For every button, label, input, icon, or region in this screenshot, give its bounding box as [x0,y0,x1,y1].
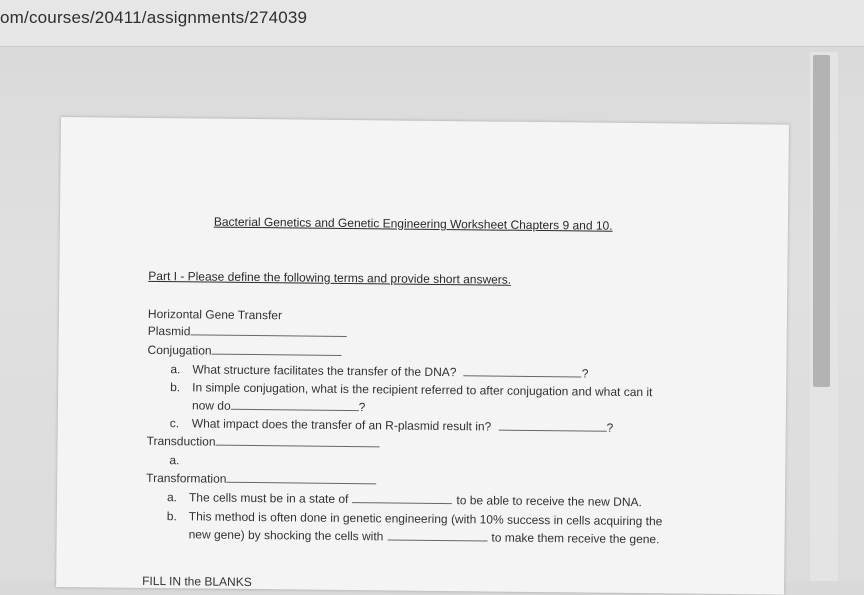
plasmid-blank[interactable] [190,324,346,337]
conjugation-question-c [170,416,614,435]
answer-blank[interactable] [499,420,607,432]
question-text: In simple conjugation, what is the recipient referred to after conjugation and what can it [192,380,653,400]
transduction-question-a [169,453,191,467]
question-text: The cells must be in a state of [188,490,349,507]
worksheet-title: Bacterial Genetics and Genetic Engineering Worksheet Chapters 9 and 10. [213,214,613,233]
conjugation-question-a [170,362,588,380]
term-conjugation-row [147,343,341,359]
conjugation-question-b-cont [192,398,366,414]
answer-blank[interactable] [464,365,582,377]
term-transduction-row [147,434,380,450]
term-plasmid-row [148,324,347,340]
question-marker: b. [170,380,181,395]
conjugation-question-b [170,380,652,399]
scrollbar-thumb[interactable] [813,55,830,387]
transformation-question-a [167,490,642,509]
question-marker: a. [170,362,181,377]
term-transduction: Transduction [146,433,216,449]
term-transformation: Transformation [146,470,227,486]
question-text: What impact does the transfer of an R-plasmid result in? [191,416,492,434]
question-end: to be able to receive the new DNA. [456,493,642,510]
question-text: now do [191,398,231,413]
question-text: This method is often done in genetic engineering (with 10% success in cells acquiring the [188,509,663,529]
question-end: ? [358,400,366,415]
question-marker: b. [166,509,177,524]
transformation-question-b-cont [189,527,660,546]
fill-in-blanks-heading: FILL IN the BLANKS [142,573,252,590]
answer-blank[interactable] [387,529,487,541]
term-transformation-row [146,471,376,487]
question-marker: c. [169,416,180,431]
question-end: ? [581,366,589,381]
question-marker: a. [166,490,178,505]
worksheet-document [56,117,789,595]
term-plasmid: Plasmid [147,323,191,339]
part-heading: Part I - Please define the following terms and provide short answers. [148,268,512,287]
answer-blank[interactable] [352,492,452,504]
transformation-blank[interactable] [226,472,376,485]
question-marker: a. [169,453,180,468]
question-end: ? [606,420,614,435]
question-text: new gene) by shocking the cells with [188,527,384,544]
answer-blank[interactable] [231,399,359,411]
term-hgt: Horizontal Gene Transfer [147,306,283,323]
url-text[interactable]: om/courses/20411/assignments/274039 [0,8,308,27]
address-bar[interactable] [0,0,864,47]
transduction-blank[interactable] [216,435,380,448]
transformation-question-b [167,509,663,528]
question-text: What structure facilitates the transfer of the DNA? [192,362,457,380]
question-end: to make them receive the gene. [491,530,660,547]
term-conjugation: Conjugation [147,342,212,358]
conjugation-blank[interactable] [212,344,342,356]
